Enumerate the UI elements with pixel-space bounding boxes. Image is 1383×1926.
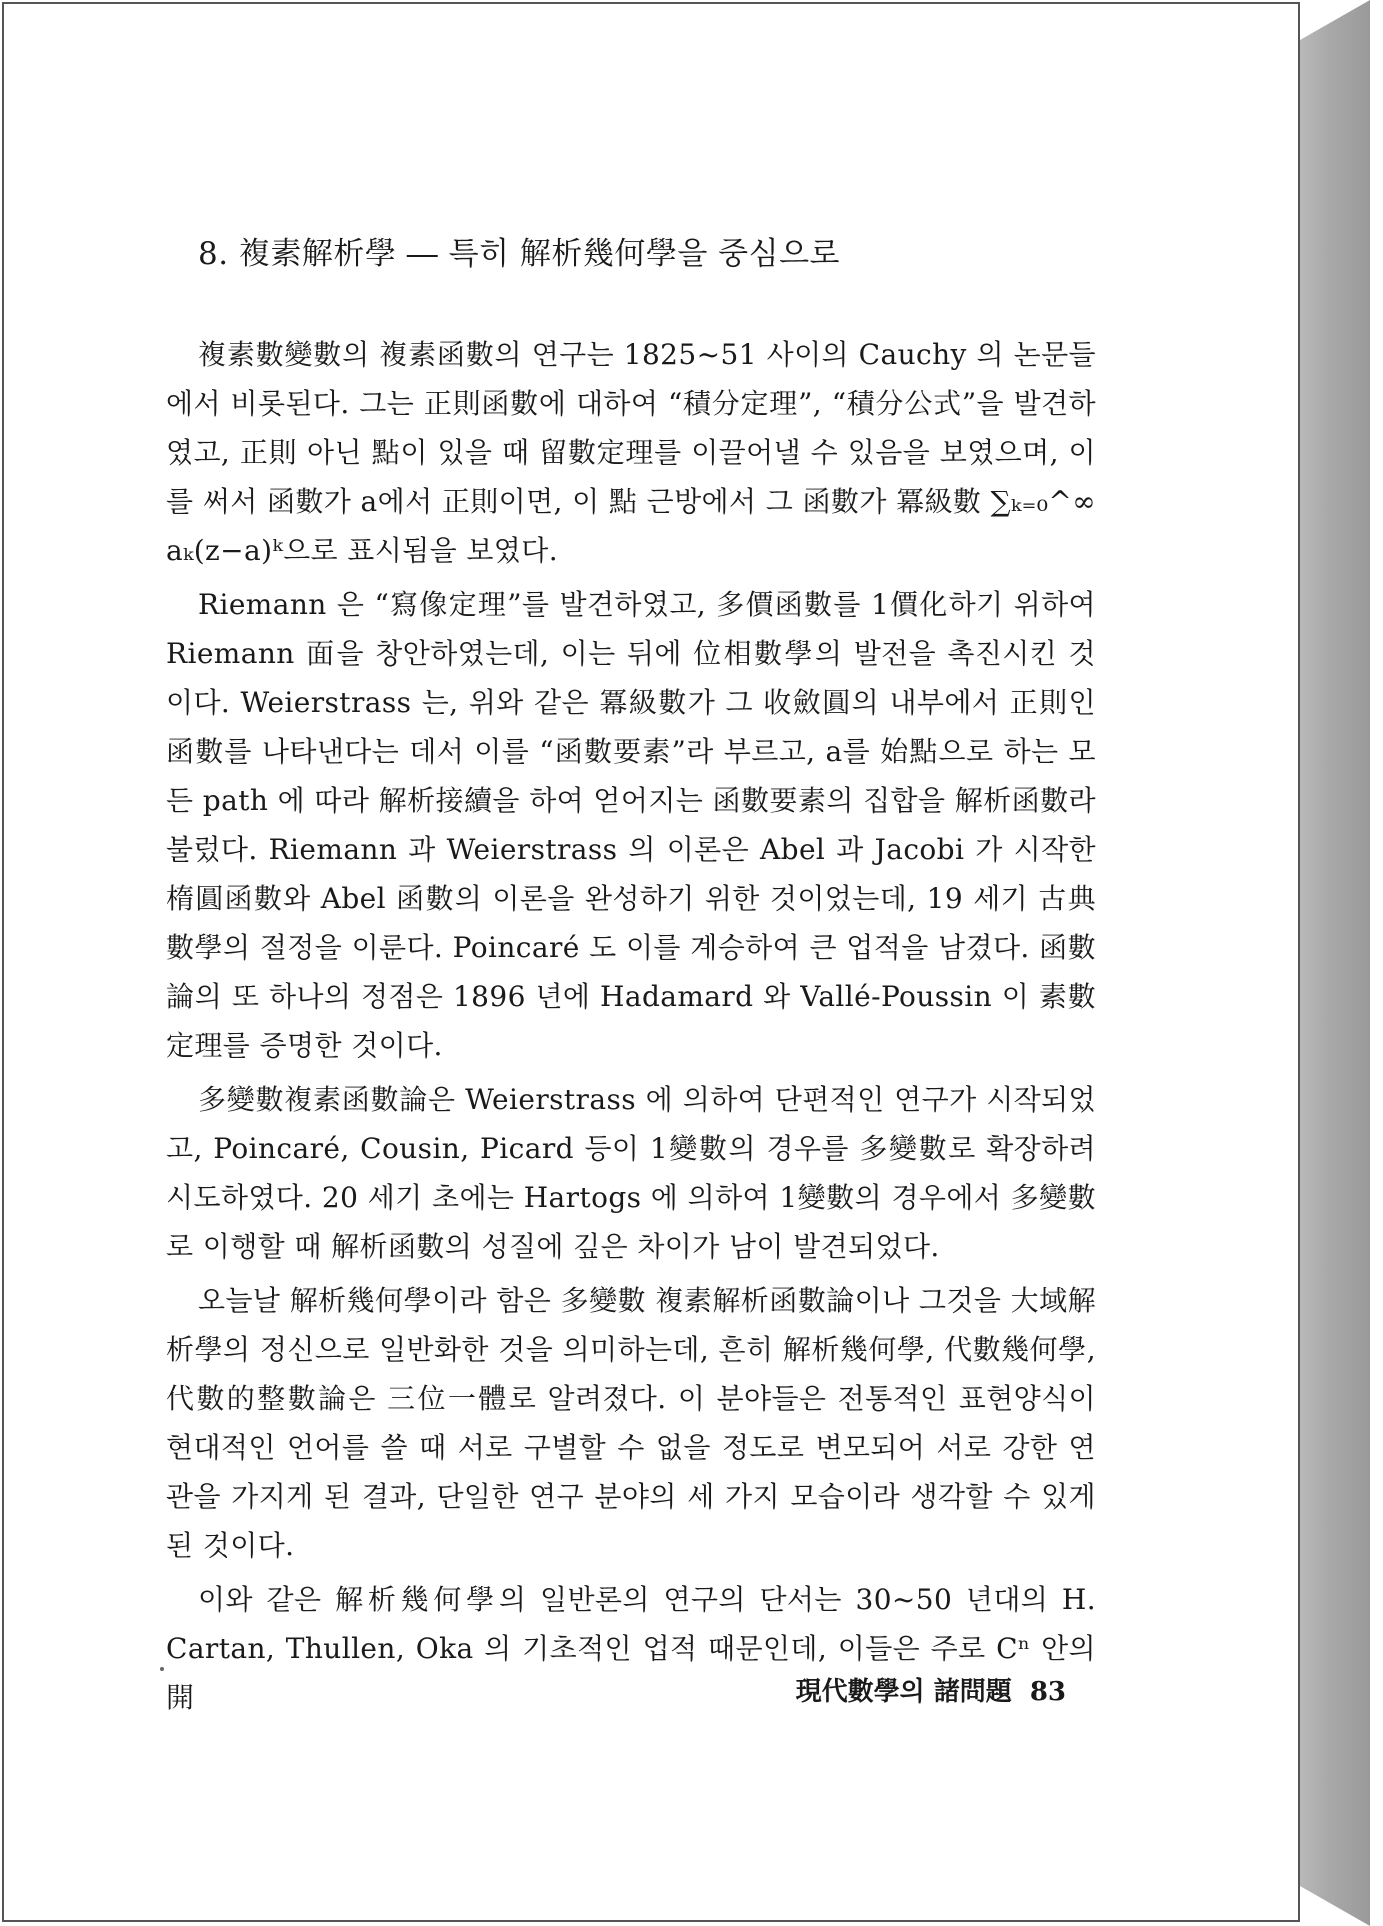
section-heading: 8. 複素解析學 ― 특히 解析幾何學을 중심으로 (198, 236, 840, 272)
running-title: 現代數學의 諸問題 (795, 1677, 1012, 1707)
book-edge-top-corner (1300, 0, 1370, 40)
paragraph-2: Riemann 은 “寫像定理”를 발견하였고, 多價函數를 1價化하기 위하여 Riemann 面을 창안하였는데, 이는 뒤에 位相數學의 발전을 촉진시킨 것이다. Weierstrass 는, 위와 같은 冪級數가 그 收斂圓의 내부에서 正則인 函數를 나타낸다는 데서 이를 “函數要素”라 부르고, a를 始點으로 하는 모든 path 에 따라 解析接續을 하여 얻어지는 函數要素의 집합을 解析函數라 불렀다. Riemann 과 Weierstrass 의 이론은 Abel 과 Jacobi 가 시작한 楕圓函數와 Abel 函數의 이론을 완성하기 위한 것이었는데, 19 세기 古典數學의 절정을 이룬다. Poincaré 도 이를 계승하여 큰 업적을 남겼다. 函數論의 또 하나의 정점은 1896 년에 Hadamard 와 Vallé-Poussin 이 素數定理를 증명한 것이다. (166, 588, 1096, 1062)
print-speck (160, 1667, 164, 1671)
page-number: 83 (1029, 1677, 1066, 1707)
page-content (166, 232, 1096, 1727)
paragraph-5: 이와 같은 解析幾何學의 일반론의 연구의 단서는 30~50 년대의 H. Cartan, Thullen, Oka 의 기초적인 업적 때문인데, 이들은 주로 Cⁿ 안의 開 (166, 1583, 1096, 1714)
book-edge-bottom-corner (1300, 1886, 1370, 1926)
paragraph-4: 오늘날 解析幾何學이라 함은 多變數 複素解析函數論이나 그것을 大域解析學의 정신으로 일반화한 것을 의미하는데, 흔히 解析幾何學, 代數幾何學, 代數的整數論은 三位一體로 알려졌다. 이 분야들은 전통적인 표현양식이 현대적인 언어를 쓸 때 서로 구별할 수 없을 정도로 변모되어 서로 강한 연관을 가지게 된 결과, 단일한 연구 분야의 세 가지 모습이라 생각할 수 있게 된 것이다. (166, 1284, 1096, 1562)
book-page (2, 2, 1300, 1922)
paragraph-1: 複素數變數의 複素函數의 연구는 1825~51 사이의 Cauchy 의 논문들에서 비롯된다. 그는 正則函數에 대하여 “積分定理”, “積分公式”을 발견하였고, 正則 아닌 點이 있을 때 留數定理를 이끌어낼 수 있음을 보였으며, 이를 써서 函數가 a에서 正則이면, 이 點 근방에서 그 函數가 冪級數 ∑ₖ₌₀^∞ aₖ(z−a)ᵏ으로 표시됨을 보였다. (166, 338, 1096, 567)
page-footer (786, 1671, 1066, 1708)
paragraph-3: 多變數複素函數論은 Weierstrass 에 의하여 단편적인 연구가 시작되었고, Poincaré, Cousin, Picard 등이 1變數의 경우를 多變數로 확장하려 시도하였다. 20 세기 초에는 Hartogs 에 의하여 1變數의 경우에서 多變數로 이행할 때 解析函數의 성질에 깊은 차이가 남이 발견되었다. (166, 1083, 1096, 1263)
book-page-edge (1300, 0, 1370, 1926)
